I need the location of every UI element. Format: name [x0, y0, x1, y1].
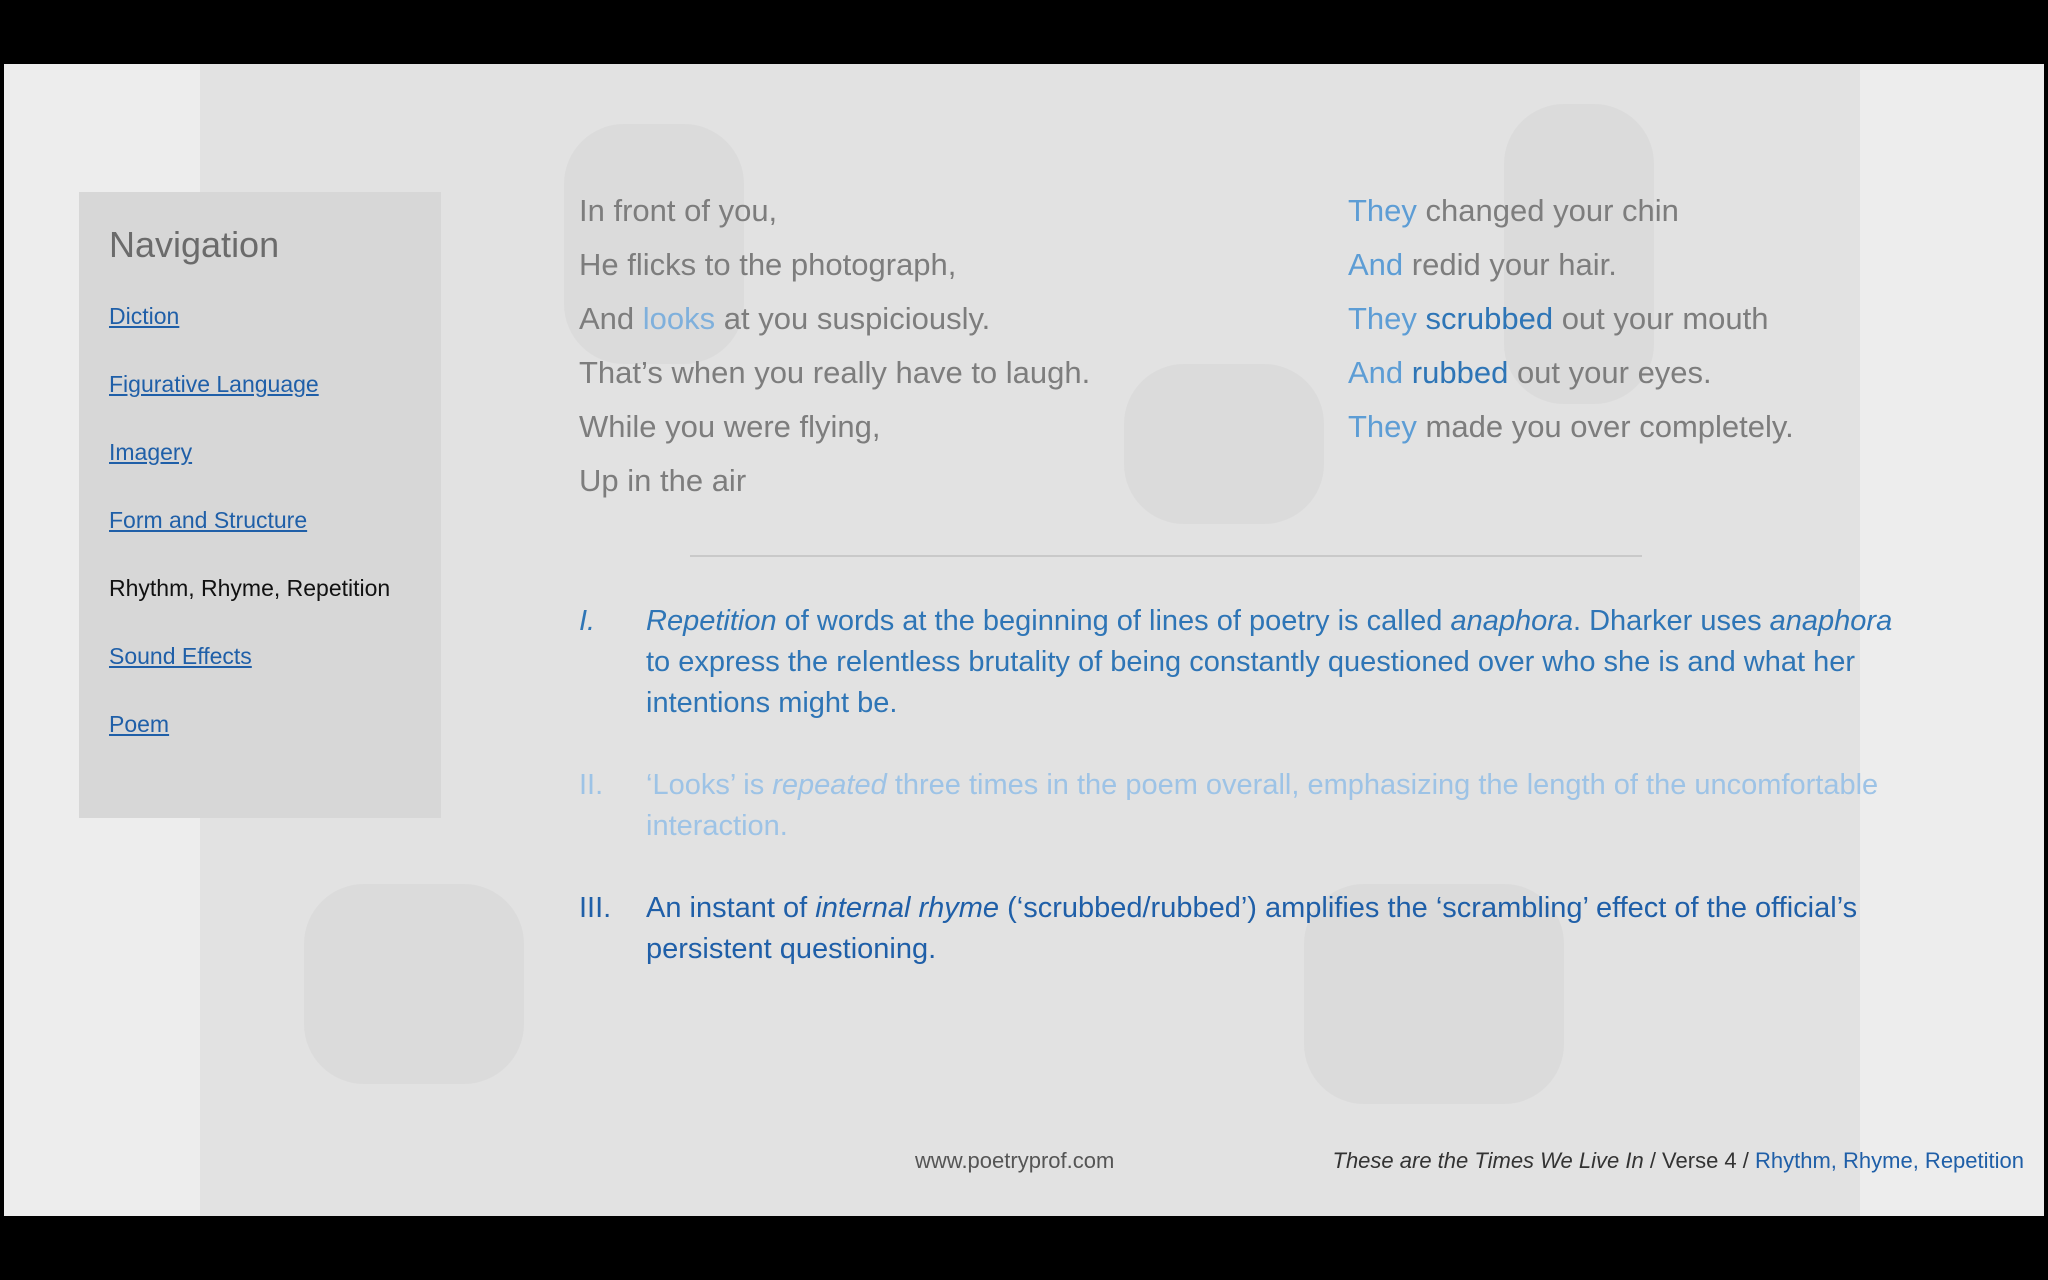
breadcrumb: [1333, 1148, 2025, 1174]
poem-text: redid your hair.: [1403, 247, 1617, 282]
point-numeral: III.: [579, 892, 612, 924]
point-text: to express the relentless brutality of being constantly questioned over who she is and what her intentions might be.: [646, 646, 1856, 719]
breadcrumb-poem-title: These are the Times We Live In: [1332, 1148, 1644, 1173]
breadcrumb-separator: /: [1643, 1148, 1663, 1173]
point-text: ‘Looks’ is: [646, 769, 773, 801]
analysis-point: [579, 888, 1909, 970]
point-text: . Dharker uses: [1573, 605, 1770, 637]
anaphora-word: They: [1348, 409, 1417, 444]
internal-rhyme-word: scrubbed: [1425, 301, 1554, 336]
point-text: three times in the poem overall, emphasizing the length of the uncomfortable interaction.: [646, 769, 1879, 842]
bottom-letterbox: [0, 1216, 2048, 1280]
poem-excerpt-right: [1348, 184, 1794, 454]
slide: [4, 64, 2044, 1216]
poem-line: [1348, 400, 1794, 454]
poem-text: And: [579, 301, 643, 336]
poem-text: [1403, 355, 1412, 390]
poem-text: made you over completely.: [1416, 409, 1794, 444]
poem-line: He flicks to the photograph,: [579, 247, 957, 282]
term-repetition: Repetition: [646, 605, 777, 637]
anaphora-word: And: [1348, 355, 1404, 390]
anaphora-word: They: [1348, 193, 1417, 228]
term-anaphora: anaphora: [1450, 605, 1573, 637]
poem-text: at you suspiciously.: [715, 301, 991, 336]
breadcrumb-separator: /: [1736, 1148, 1755, 1173]
term-anaphora: anaphora: [1769, 605, 1893, 637]
navigation-list: [109, 300, 390, 776]
point-numeral: II.: [579, 769, 604, 801]
poem-line: [1348, 184, 1794, 238]
poem-text: changed your chin: [1416, 193, 1679, 228]
nav-link-poem[interactable]: Poem: [109, 711, 170, 737]
nav-link-imagery[interactable]: Imagery: [109, 439, 193, 465]
poem-line: [1348, 346, 1794, 400]
poem-line: That’s when you really have to laugh.: [579, 355, 1091, 390]
nav-link-figurative-language[interactable]: Figurative Language: [109, 371, 319, 397]
divider: [690, 555, 1642, 557]
poem-line: [1348, 292, 1794, 346]
point-text: (‘scrubbed/rubbed’) amplifies the ‘scrambling’ effect of the official’s persistent questioning.: [646, 892, 1858, 965]
highlighted-word-looks: looks: [642, 301, 716, 336]
poem-line: [579, 292, 1090, 346]
nav-link-sound-effects[interactable]: Sound Effects: [109, 643, 252, 669]
anaphora-word: They: [1348, 301, 1417, 336]
internal-rhyme-word: rubbed: [1411, 355, 1509, 390]
background-mark: [304, 884, 524, 1084]
analysis-point: [579, 765, 1909, 847]
anaphora-word: And: [1348, 247, 1404, 282]
poem-excerpt-left: [579, 184, 1090, 508]
point-text: of words at the beginning of lines of poetry is called: [776, 605, 1451, 637]
point-text: An instant of: [646, 892, 816, 924]
poem-line: In front of you,: [579, 193, 778, 228]
navigation-panel: [79, 192, 441, 818]
nav-link-form-and-structure[interactable]: Form and Structure: [109, 507, 308, 533]
background-mark: [1124, 364, 1324, 524]
navigation-title: Navigation: [109, 224, 280, 265]
poem-line: [1348, 238, 1794, 292]
point-numeral: I.: [579, 605, 596, 637]
poem-text: out your eyes.: [1508, 355, 1712, 390]
nav-link-diction[interactable]: Diction: [109, 303, 180, 329]
term-repeated: repeated: [772, 769, 887, 801]
nav-item-current-rhythm-rhyme-repetition: Rhythm, Rhyme, Repetition: [109, 575, 391, 601]
poem-text: [1417, 301, 1426, 336]
analysis-point: [579, 601, 1909, 724]
poem-line: Up in the air: [579, 463, 747, 498]
term-internal-rhyme: internal rhyme: [815, 892, 1000, 924]
footer-website: www.poetryprof.com: [915, 1148, 1115, 1173]
breadcrumb-verse: Verse 4: [1662, 1148, 1737, 1173]
poem-line: While you were flying,: [579, 409, 881, 444]
poem-text: out your mouth: [1553, 301, 1769, 336]
analysis-list: [579, 601, 1909, 970]
top-letterbox: [0, 0, 2048, 64]
breadcrumb-current: Rhythm, Rhyme, Repetition: [1755, 1148, 2024, 1173]
